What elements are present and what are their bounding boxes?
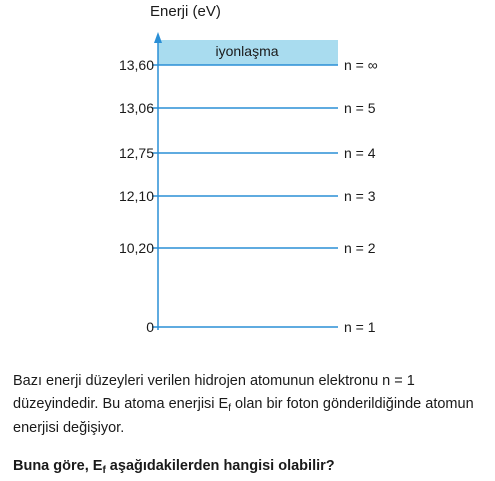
energy-value-label: 12,75 (118, 145, 154, 161)
energy-value-label: 13,06 (118, 100, 154, 116)
quantum-number-label: n = 4 (344, 145, 376, 161)
y-axis-arrow-icon (154, 32, 162, 43)
quantum-number-label: n = 1 (344, 319, 376, 335)
quantum-number-label: n = 2 (344, 240, 376, 256)
quantum-number-label: n = 5 (344, 100, 376, 116)
energy-value-label: 12,10 (118, 188, 154, 204)
energy-value-label: 13,60 (118, 57, 154, 73)
ionization-label: iyonlaşma (215, 43, 279, 59)
quantum-number-label: n = 3 (344, 188, 376, 204)
energy-value-label: 0 (146, 319, 154, 335)
question-prompt: Buna göre, $E_f$ aşağıdakilerden hangisi olabilir? (13, 458, 335, 476)
energy-value-label: 10,20 (118, 240, 154, 256)
quantum-number-label: n = ∞ (344, 57, 378, 73)
question-intro: Bazı enerji düzeyleri verilen hidrojen atomunun elektronu n = 1 düzeyindedir. Bu atoma enerjisi $E_f$ olan bir foton gönderildiğinde atomun enerjisi değişiyor. (13, 373, 474, 436)
y-axis-label: Enerji (eV) (150, 3, 221, 20)
